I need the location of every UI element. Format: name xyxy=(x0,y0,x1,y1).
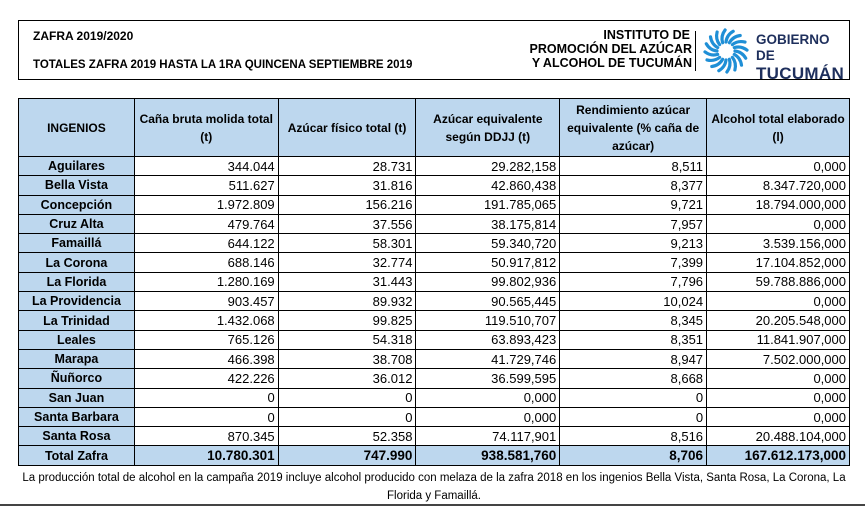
cell-alcohol: 167.612.173,000 xyxy=(707,446,850,465)
seal-ray xyxy=(717,32,720,45)
cell-cana: 344.044 xyxy=(134,157,278,176)
report-header xyxy=(18,20,850,83)
institute-line-2: PROMOCIÓN DEL AZÚCAR xyxy=(529,42,692,56)
government-line-1: GOBIERNO DE xyxy=(756,32,830,63)
report-title: ZAFRA 2019/2020 xyxy=(33,29,134,43)
seal-ray xyxy=(732,42,745,45)
institute-line-3: Y ALCOHOL DE TUCUMÁN xyxy=(531,56,692,70)
cell-azucar-equivalente: 74.117,901 xyxy=(416,427,560,446)
cell-alcohol: 20.488.104,000 xyxy=(707,427,850,446)
cell-rendimiento: 9,213 xyxy=(560,234,707,253)
cell-azucar-equivalente: 36.599,595 xyxy=(416,369,560,388)
cell-rendimiento: 9,721 xyxy=(560,195,707,214)
table-row xyxy=(19,272,850,291)
column-header-azucar-equivalente: Azúcar equivalente según DDJJ (t) xyxy=(416,99,560,157)
cell-cana: 479.764 xyxy=(134,214,278,233)
cell-azucar-fisico: 0 xyxy=(278,407,416,426)
table-row xyxy=(19,369,850,388)
cell-azucar-fisico: 32.774 xyxy=(278,253,416,272)
production-table xyxy=(18,98,850,466)
cell-alcohol: 3.539.156,000 xyxy=(707,234,850,253)
cell-alcohol: 0,000 xyxy=(707,388,850,407)
cell-alcohol: 18.794.000,000 xyxy=(707,195,850,214)
table-row xyxy=(19,157,850,176)
cell-azucar-fisico: 37.556 xyxy=(278,214,416,233)
cell-cana: 466.398 xyxy=(134,349,278,368)
cell-name: Cruz Alta xyxy=(19,214,135,233)
cell-cana: 0 xyxy=(134,388,278,407)
table-header-row xyxy=(19,99,850,157)
cell-azucar-equivalente: 938.581,760 xyxy=(416,446,560,465)
logo-divider xyxy=(695,31,696,71)
sun-seal-icon xyxy=(700,27,752,75)
cell-azucar-fisico: 58.301 xyxy=(278,234,416,253)
cell-name: Santa Barbara xyxy=(19,407,135,426)
column-header-rendimiento: Rendimiento azúcar equivalente (% caña de azúcar) xyxy=(560,99,707,157)
cell-name: Bella Vista xyxy=(19,176,135,195)
column-header-alcohol: Alcohol total elaborado (l) xyxy=(707,99,850,157)
cell-azucar-fisico: 31.816 xyxy=(278,176,416,195)
cell-azucar-fisico: 38.708 xyxy=(278,349,416,368)
total-row xyxy=(19,446,850,465)
cell-alcohol: 0,000 xyxy=(707,214,850,233)
table-row xyxy=(19,214,850,233)
government-line-2: TUCUMÁN xyxy=(756,64,845,83)
cell-cana: 903.457 xyxy=(134,292,278,311)
cell-name: Aguilares xyxy=(19,157,135,176)
cell-rendimiento: 8,706 xyxy=(560,446,707,465)
table-row xyxy=(19,330,850,349)
cell-cana: 644.122 xyxy=(134,234,278,253)
cell-azucar-equivalente: 59.340,720 xyxy=(416,234,560,253)
cell-alcohol: 7.502.000,000 xyxy=(707,349,850,368)
table-row xyxy=(19,349,850,368)
cell-azucar-fisico: 36.012 xyxy=(278,369,416,388)
cell-name: San Juan xyxy=(19,388,135,407)
cell-azucar-equivalente: 41.729,746 xyxy=(416,349,560,368)
table-row xyxy=(19,311,850,330)
page-bottom-rule xyxy=(0,504,865,506)
cell-name: Ñuñorco xyxy=(19,369,135,388)
cell-azucar-fisico: 0 xyxy=(278,388,416,407)
cell-azucar-fisico: 156.216 xyxy=(278,195,416,214)
cell-rendimiento: 8,351 xyxy=(560,330,707,349)
cell-cana: 511.627 xyxy=(134,176,278,195)
seal-ray xyxy=(732,57,735,70)
cell-alcohol: 0,000 xyxy=(707,292,850,311)
footnote: La producción total de alcohol en la campaña 2019 incluye alcohol producido con melaza de la zafra 2018 en los ingenios Bella Vista, Santa Rosa, La Corona, La Florida y Famaillá. xyxy=(22,472,846,502)
cell-alcohol: 20.205.548,000 xyxy=(707,311,850,330)
institute-line-1: INSTITUTO DE xyxy=(603,28,690,42)
cell-rendimiento: 8,668 xyxy=(560,369,707,388)
cell-rendimiento: 10,024 xyxy=(560,292,707,311)
cell-cana: 765.126 xyxy=(134,330,278,349)
cell-rendimiento: 8,947 xyxy=(560,349,707,368)
cell-name: La Florida xyxy=(19,272,135,291)
cell-cana: 870.345 xyxy=(134,427,278,446)
cell-azucar-equivalente: 50.917,812 xyxy=(416,253,560,272)
cell-cana: 422.226 xyxy=(134,369,278,388)
column-header-cana: Caña bruta molida total (t) xyxy=(134,99,278,157)
table-row xyxy=(19,388,850,407)
cell-azucar-equivalente: 191.785,065 xyxy=(416,195,560,214)
cell-rendimiento: 8,345 xyxy=(560,311,707,330)
cell-name: Santa Rosa xyxy=(19,427,135,446)
cell-alcohol: 0,000 xyxy=(707,157,850,176)
cell-cana: 0 xyxy=(134,407,278,426)
table-row xyxy=(19,427,850,446)
cell-name: Total Zafra xyxy=(19,446,135,465)
cell-rendimiento: 8,516 xyxy=(560,427,707,446)
cell-name: Leales xyxy=(19,330,135,349)
table-row xyxy=(19,292,850,311)
cell-alcohol: 59.788.886,000 xyxy=(707,272,850,291)
table-row xyxy=(19,195,850,214)
government-logo xyxy=(756,32,850,84)
cell-alcohol: 8.347.720,000 xyxy=(707,176,850,195)
cell-azucar-equivalente: 63.893,423 xyxy=(416,330,560,349)
cell-cana: 688.146 xyxy=(134,253,278,272)
table-row xyxy=(19,407,850,426)
column-header-azucar-fisico: Azúcar físico total (t) xyxy=(278,99,416,157)
table-row xyxy=(19,253,850,272)
cell-azucar-fisico: 89.932 xyxy=(278,292,416,311)
cell-azucar-fisico: 31.443 xyxy=(278,272,416,291)
cell-name: La Providencia xyxy=(19,292,135,311)
cell-name: Famaillá xyxy=(19,234,135,253)
cell-azucar-equivalente: 0,000 xyxy=(416,407,560,426)
cell-azucar-equivalente: 42.860,438 xyxy=(416,176,560,195)
cell-azucar-fisico: 747.990 xyxy=(278,446,416,465)
cell-azucar-equivalente: 29.282,158 xyxy=(416,157,560,176)
cell-rendimiento: 7,796 xyxy=(560,272,707,291)
cell-azucar-equivalente: 99.802,936 xyxy=(416,272,560,291)
cell-azucar-fisico: 54.318 xyxy=(278,330,416,349)
seal-ray xyxy=(707,57,720,60)
cell-azucar-fisico: 52.358 xyxy=(278,427,416,446)
institute-name xyxy=(489,28,692,70)
cell-name: La Corona xyxy=(19,253,135,272)
cell-azucar-equivalente: 0,000 xyxy=(416,388,560,407)
cell-alcohol: 17.104.852,000 xyxy=(707,253,850,272)
table-row xyxy=(19,176,850,195)
cell-cana: 1.972.809 xyxy=(134,195,278,214)
cell-azucar-equivalente: 38.175,814 xyxy=(416,214,560,233)
cell-rendimiento: 0 xyxy=(560,407,707,426)
cell-cana: 1.432.068 xyxy=(134,311,278,330)
cell-rendimiento: 0 xyxy=(560,388,707,407)
cell-rendimiento: 8,377 xyxy=(560,176,707,195)
report-subtitle: TOTALES ZAFRA 2019 HASTA LA 1RA QUINCENA SEPTIEMBRE 2019 xyxy=(33,59,413,71)
cell-alcohol: 11.841.907,000 xyxy=(707,330,850,349)
cell-rendimiento: 7,957 xyxy=(560,214,707,233)
cell-azucar-fisico: 99.825 xyxy=(278,311,416,330)
table-row xyxy=(19,234,850,253)
cell-name: Concepción xyxy=(19,195,135,214)
cell-alcohol: 0,000 xyxy=(707,369,850,388)
cell-cana: 1.280.169 xyxy=(134,272,278,291)
cell-name: Marapa xyxy=(19,349,135,368)
cell-azucar-fisico: 28.731 xyxy=(278,157,416,176)
cell-name: La Trinidad xyxy=(19,311,135,330)
cell-rendimiento: 8,511 xyxy=(560,157,707,176)
cell-alcohol: 0,000 xyxy=(707,407,850,426)
cell-rendimiento: 7,399 xyxy=(560,253,707,272)
cell-azucar-equivalente: 119.510,707 xyxy=(416,311,560,330)
cell-azucar-equivalente: 90.565,445 xyxy=(416,292,560,311)
cell-cana: 10.780.301 xyxy=(134,446,278,465)
column-header-ingenios: INGENIOS xyxy=(19,99,135,157)
